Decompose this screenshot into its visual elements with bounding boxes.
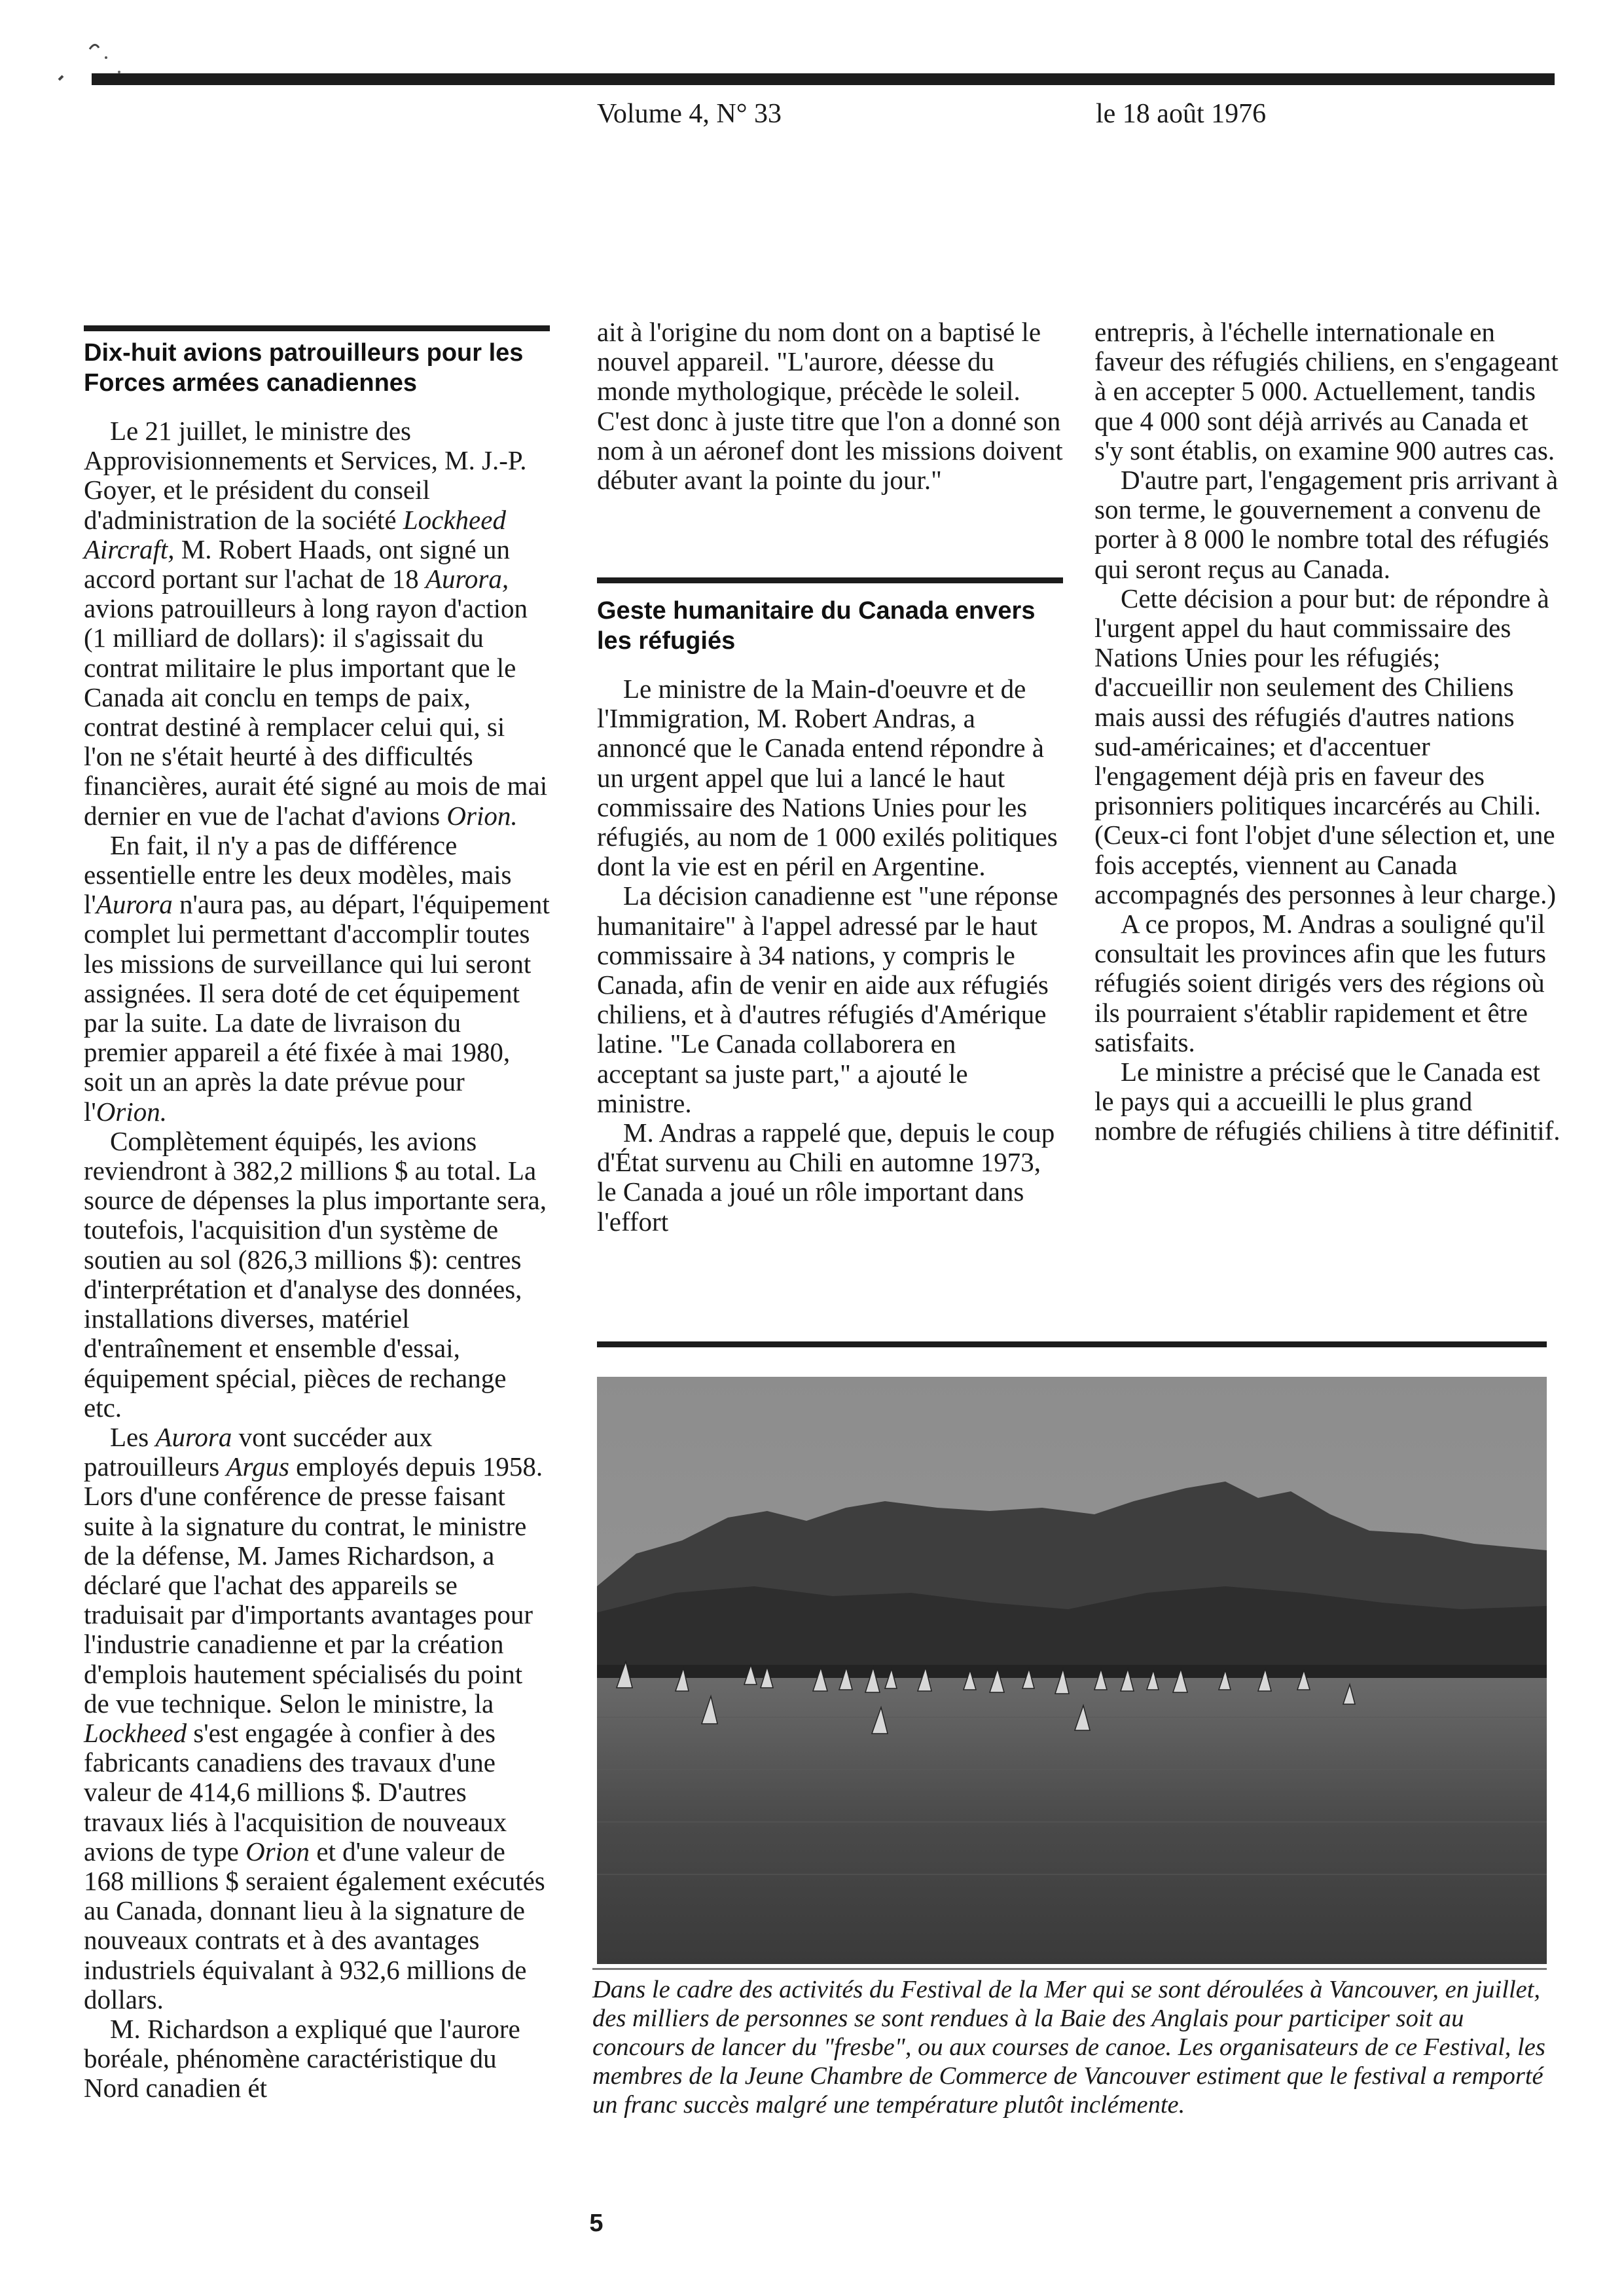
issue-date: le 18 août 1976 xyxy=(1096,99,1267,129)
bay-with-sailboats-image xyxy=(597,1377,1547,1964)
photo-caption: Dans le cadre des activités du Festival de la Mer qui se sont déroulées à Vancouver, en juillet, des milliers de personnes se sont rendues à la Baie des Anglais pour participer soit au concours de lancer du "fresbe", ou aux courses de canoe. Les organisateurs de ce Festival, les membres de la Jeune Chambre de Commerce de Vancouver estiment que le festival a remporté un franc succès malgré une température plutôt inclémente. xyxy=(592,1976,1545,2119)
photo-caption-rule xyxy=(592,1968,1547,1970)
article1-paragraph-2: En fait, il n'y a pas de différence essentielle entre les deux modèles, mais l'Aurora n'aura pas, au départ, l'équipement complet lui permettant d'accomplir toutes les missions de surveillance qui lui seront assignées. Il sera doté de cet équipement par la suite. La date de livraison du premier appareil a été fixée à mai 1980, soit un an après la date prévue pour l'Orion. xyxy=(84,829,550,1127)
regatta-photograph xyxy=(597,1377,1547,1964)
article2-continuation xyxy=(1094,318,1561,1146)
scan-smudge-mark xyxy=(41,26,126,98)
article1-continuation xyxy=(597,318,1063,495)
article1-paragraph-5b: ait à l'origine du nom dont on a baptisé le nouvel appareil. "L'aurore, déesse du monde mythologique, précède le soleil. C'est donc à juste titre que l'on a donné son nom à un aéronef dont les missions doivent débuter avant la pointe du jour." xyxy=(597,317,1063,496)
article2-paragraph-3a: M. Andras a rappelé que, depuis le coup d'État survenu au Chili en automne 1973, le Canada a joué un rôle important dans l'effort xyxy=(597,1118,1055,1237)
article1-rule xyxy=(84,325,550,331)
page-number: 5 xyxy=(589,2210,604,2237)
article1-paragraph-5a: M. Richardson a expliqué que l'aurore boréale, phénomène caractéristique du Nord canadien ét xyxy=(84,2013,520,2103)
header-rule xyxy=(92,73,1555,85)
article2-title: Geste humanitaire du Canada envers les réfugiés xyxy=(597,597,1036,655)
article1-column xyxy=(84,339,550,2103)
photo-rule xyxy=(597,1341,1547,1347)
article2-column xyxy=(597,596,1063,1237)
article2-paragraph-5: Cette décision a pour but: de répondre à l'urgent appel du haut commissaire des Nations Unies pour les réfugiés; d'accueillir non seulement des Chiliens mais aussi des réfugiés d'autres nations sud-américaines; et d'accentuer l'engagement déjà pris en faveur des prisonniers politiques incarcérés au Chili. (Ceux-ci font l'objet d'une sélection et, une fois acceptés, viennent au Canada accompagnés des personnes à leur charge.) xyxy=(1094,583,1557,909)
article2-paragraph-4: D'autre part, l'engagement pris arrivant à son terme, le gouvernement a convenu de porter à 8 000 le nombre total des réfugiés qui seront reçus au Canada. xyxy=(1094,465,1559,584)
article2-paragraph-2: La décision canadienne est "une réponse humanitaire" à l'appel adressé par le haut commissaire à 34 nations, y compris le Canada, afin de venir en aide aux réfugiés chiliens, et à d'autres réfugiés d'Amérique latine. "Le Canada collaborera en acceptant sa juste part," a ajouté le ministre. xyxy=(597,881,1058,1118)
article2-paragraph-6: A ce propos, M. Andras a souligné qu'il consultait les provinces afin que les futurs réfugiés soient dirigés vers des régions où ils pourraient s'établir rapidement et être satisfaits. xyxy=(1094,909,1546,1057)
article2-paragraph-7: Le ministre a précisé que le Canada est le pays qui a accueilli le plus grand nombre de réfugiés chiliens à titre définitif. xyxy=(1094,1057,1561,1146)
article1-paragraph-4: Les Aurora vont succéder aux patrouilleurs Argus employés depuis 1958. Lors d'une conférence de presse faisant suite à la signature du contrat, le ministre de la défense, M. James Richardson, a déclaré que l'achat des appareils se traduisait par d'importants avantages pour l'industrie canadienne et par la création d'emplois hautement spécialisés du point de vue technique. Selon le ministre, la Lockheed s'est engagée à confier à des fabricants canadiens des travaux d'une valeur de 414,6 millions $. D'autres travaux liés à l'acquisition de nouveaux avions de type Orion et d'une valeur de 168 millions $ seraient également exécutés au Canada, donnant lieu à la signature de nouveaux contrats et à des avantages industriels équivalant à 932,6 millions de dollars. xyxy=(84,1421,545,2014)
article1-paragraph-1: Le 21 juillet, le ministre des Approvisionnements et Services, M. J.-P. Goyer, et le président du conseil d'administration de la société Lockheed Aircraft, M. Robert Haads, ont signé un accord portant sur l'achat de 18 Aurora, avions patrouilleurs à long rayon d'action (1 milliard de dollars): il s'agissait du contrat militaire le plus important que le Canada ait conclu en temps de paix, contrat destiné à remplacer celui qui, si l'on ne s'était heurté à des difficultés financières, aurait été signé au mois de mai dernier en vue de l'achat d'avions Orion. xyxy=(84,416,548,831)
article2-rule xyxy=(597,577,1063,583)
article1-title: Dix-huit avions patrouilleurs pour les Forces armées canadiennes xyxy=(84,339,524,397)
article2-paragraph-3b: entrepris, à l'échelle internationale en faveur des réfugiés chiliens, en s'engageant à en accepter 5 000. Actuellement, tandis que 4 000 sont déjà arrivés au Canada et s'y sont établis, on examine 900 autres cas. xyxy=(1094,317,1559,465)
volume-number: Volume 4, N° 33 xyxy=(597,99,782,129)
article2-paragraph-1: Le ministre de la Main-d'oeuvre et de l'Immigration, M. Robert Andras, a annoncé que le Canada entend répondre à un urgent appel que lui a lancé le haut commissaire des Nations Unies pour les réfugiés, au nom de 1 000 exilés politiques dont la vie est en péril en Argentine. xyxy=(597,674,1058,882)
article1-paragraph-3: Complètement équipés, les avions reviendront à 382,2 millions $ au total. La source de dépenses la plus importante sera, toutefois, l'acquisition d'un système de soutien au sol (826,3 millions $): centres d'interprétation et d'analyse des données, installations diverses, matériel d'entraînement et ensemble d'essai, équipement spécial, pièces de rechange etc. xyxy=(84,1125,547,1423)
